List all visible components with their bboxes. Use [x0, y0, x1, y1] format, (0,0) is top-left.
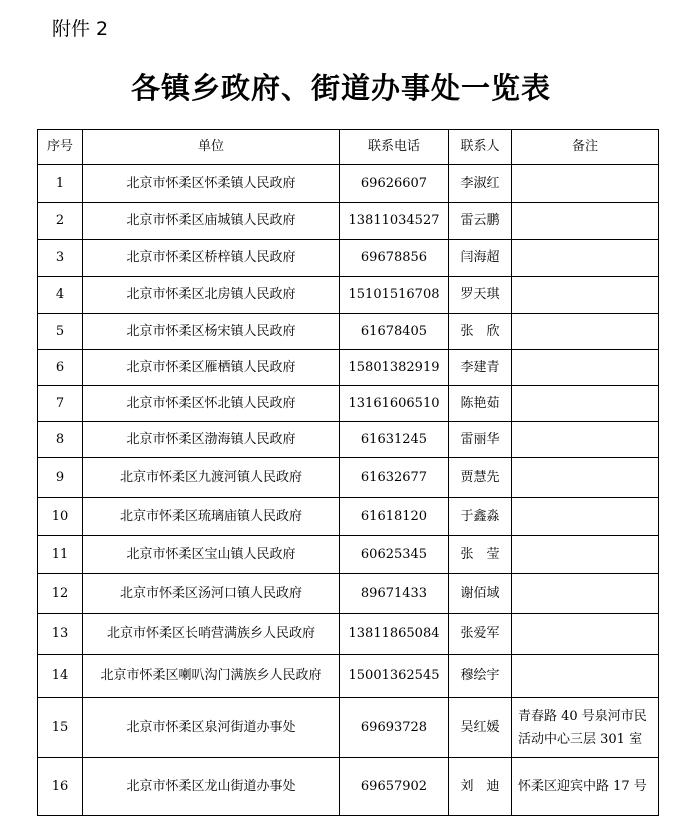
table-row	[38, 165, 659, 203]
row-contact: 张 莹	[449, 536, 512, 574]
row-unit: 北京市怀柔区龙山街道办事处	[83, 758, 340, 816]
government-office-table	[37, 129, 659, 816]
row-note	[512, 165, 659, 203]
row-note: 青春路 40 号泉河市民活动中心三层 301 室	[512, 698, 659, 758]
row-phone: 69693728	[340, 698, 449, 758]
row-unit: 北京市怀柔区琉璃庙镇人民政府	[83, 498, 340, 536]
row-contact: 雷丽华	[449, 422, 512, 458]
table-header-row	[38, 130, 659, 165]
row-phone: 61632677	[340, 458, 449, 498]
table-row	[38, 422, 659, 458]
row-phone: 15101516708	[340, 277, 449, 314]
row-number: 14	[38, 655, 83, 698]
row-unit: 北京市怀柔区宝山镇人民政府	[83, 536, 340, 574]
row-unit: 北京市怀柔区汤河口镇人民政府	[83, 574, 340, 614]
row-note	[512, 422, 659, 458]
row-unit: 北京市怀柔区渤海镇人民政府	[83, 422, 340, 458]
row-contact: 罗天琪	[449, 277, 512, 314]
column-header-contact: 联系人	[449, 130, 512, 165]
table-row	[38, 614, 659, 655]
table-row	[38, 350, 659, 386]
table-row	[38, 698, 659, 758]
row-contact: 陈艳茹	[449, 386, 512, 422]
row-phone: 13811034527	[340, 203, 449, 240]
row-number: 6	[38, 350, 83, 386]
row-note	[512, 203, 659, 240]
table-row	[38, 458, 659, 498]
row-number: 5	[38, 314, 83, 350]
row-phone: 69626607	[340, 165, 449, 203]
row-note	[512, 536, 659, 574]
page-title: 各镇乡政府、街道办事处一览表	[130, 71, 551, 105]
row-contact: 闫海超	[449, 240, 512, 277]
row-phone: 69657902	[340, 758, 449, 816]
table-row	[38, 758, 659, 816]
table-row	[38, 574, 659, 614]
attachment-label: 附件 2	[52, 18, 109, 40]
row-contact: 刘 迪	[449, 758, 512, 816]
row-unit: 北京市怀柔区杨宋镇人民政府	[83, 314, 340, 350]
row-number: 15	[38, 698, 83, 758]
row-contact: 雷云鹏	[449, 203, 512, 240]
row-phone: 15001362545	[340, 655, 449, 698]
row-number: 1	[38, 165, 83, 203]
column-header-unit: 单位	[83, 130, 340, 165]
row-note	[512, 314, 659, 350]
row-note	[512, 277, 659, 314]
row-unit: 北京市怀柔区庙城镇人民政府	[83, 203, 340, 240]
row-phone: 61618120	[340, 498, 449, 536]
row-phone: 89671433	[340, 574, 449, 614]
row-contact: 于鑫淼	[449, 498, 512, 536]
table-row	[38, 314, 659, 350]
row-unit: 北京市怀柔区泉河街道办事处	[83, 698, 340, 758]
row-unit: 北京市怀柔区九渡河镇人民政府	[83, 458, 340, 498]
row-phone: 13811865084	[340, 614, 449, 655]
table-row	[38, 386, 659, 422]
row-number: 2	[38, 203, 83, 240]
row-contact: 吴红媛	[449, 698, 512, 758]
row-phone: 69678856	[340, 240, 449, 277]
column-header-phone: 联系电话	[340, 130, 449, 165]
row-phone: 61631245	[340, 422, 449, 458]
row-note	[512, 574, 659, 614]
row-phone: 13161606510	[340, 386, 449, 422]
row-number: 11	[38, 536, 83, 574]
row-number: 4	[38, 277, 83, 314]
row-note	[512, 350, 659, 386]
table-row	[38, 498, 659, 536]
row-number: 7	[38, 386, 83, 422]
row-note: 怀柔区迎宾中路 17 号	[512, 758, 659, 816]
row-phone: 61678405	[340, 314, 449, 350]
row-unit: 北京市怀柔区北房镇人民政府	[83, 277, 340, 314]
row-contact: 穆绘宇	[449, 655, 512, 698]
row-unit: 北京市怀柔区怀柔镇人民政府	[83, 165, 340, 203]
row-unit: 北京市怀柔区长哨营满族乡人民政府	[83, 614, 340, 655]
row-note	[512, 386, 659, 422]
row-unit: 北京市怀柔区喇叭沟门满族乡人民政府	[83, 655, 340, 698]
table-row	[38, 536, 659, 574]
row-number: 12	[38, 574, 83, 614]
table-row	[38, 655, 659, 698]
table-row	[38, 203, 659, 240]
row-contact: 谢佰域	[449, 574, 512, 614]
row-note	[512, 614, 659, 655]
row-note	[512, 240, 659, 277]
table-row	[38, 277, 659, 314]
table-row	[38, 240, 659, 277]
row-unit: 北京市怀柔区怀北镇人民政府	[83, 386, 340, 422]
row-contact: 贾慧先	[449, 458, 512, 498]
table-body	[38, 165, 659, 816]
row-phone: 60625345	[340, 536, 449, 574]
row-contact: 李建青	[449, 350, 512, 386]
row-note	[512, 458, 659, 498]
row-note	[512, 498, 659, 536]
row-number: 13	[38, 614, 83, 655]
row-phone: 15801382919	[340, 350, 449, 386]
row-contact: 张 欣	[449, 314, 512, 350]
column-header-note: 备注	[512, 130, 659, 165]
row-contact: 李淑红	[449, 165, 512, 203]
row-contact: 张爱军	[449, 614, 512, 655]
row-note	[512, 655, 659, 698]
row-number: 10	[38, 498, 83, 536]
row-number: 3	[38, 240, 83, 277]
row-number: 16	[38, 758, 83, 816]
column-header-no: 序号	[38, 130, 83, 165]
row-number: 8	[38, 422, 83, 458]
row-unit: 北京市怀柔区桥梓镇人民政府	[83, 240, 340, 277]
row-number: 9	[38, 458, 83, 498]
row-unit: 北京市怀柔区雁栖镇人民政府	[83, 350, 340, 386]
